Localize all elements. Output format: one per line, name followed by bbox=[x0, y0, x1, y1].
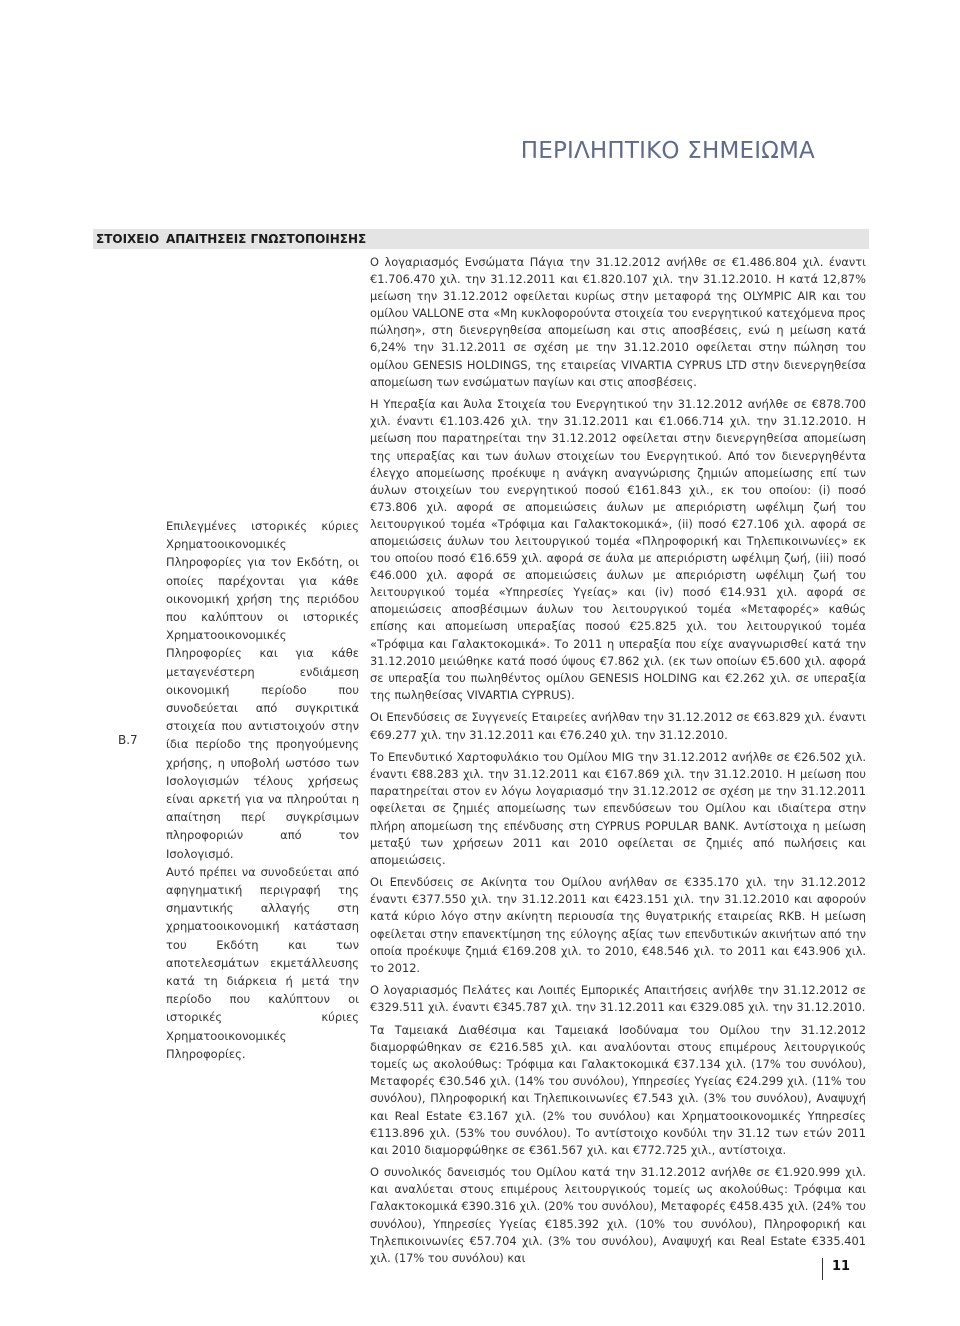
body-paragraph: Ο συνολικός δανεισμός του Ομίλου κατά την 31.12.2012 ανήλθε σε €1.920.999 χιλ. και αναλύεται στους επιμέρους λειτουργικούς τομείς ως ακολούθως: Τρόφιμα και Γαλακτοκομικά €390.316 χιλ. (20% του συνόλου), Μεταφορές €458.435 χιλ. (24% του συνόλου), Υπηρεσίες Υγείας €185.392 χιλ. (10% του συνόλου), Πληροφορική και Τηλεπικοινωνίες €57.704 χιλ. (3% του συνόλου), Αναψυχή και Real Estate €335.401 χιλ. (17% του συνόλου) και bbox=[370, 1165, 866, 1265]
requirement-paragraph: Επιλεγμένες ιστορικές κύριες Χρηματοοικονομικές Πληροφορίες για τον Εκδότη, οι οποίες παρέχονται για κάθε οικονομική χρήση της περιόδου που καλύπτουν οι ιστορικές Χρηματοοικονομικές Πληροφορίες και για κάθε μεταγενέστερη ενδιάμεση οικονομική περίοδο που συνοδεύεται από συγκριτικά στοιχεία που αντιστοιχούν στην ίδια περίοδο της προηγούμενης χρήσης, η υποβολή ωστόσο των Ισολογισμών τέλους χρήσεως είναι αρκετή για να πληρούται η απαίτηση περί συγκρίσιμων πληροφοριών από τον Ισολογισμό. bbox=[166, 519, 359, 861]
column-header-requirements: ΑΠΑΙΤΗΣΕΙΣ ΓΝΩΣΤΟΠΟΙΗΣΗΣ bbox=[166, 232, 367, 246]
body-paragraph: Οι Επενδύσεις σε Συγγενείς Εταιρείες ανήλθαν την 31.12.2012 σε €63.829 χιλ. έναντι €69.277 χιλ. την 31.12.2011 και €76.240 χιλ. την 31.12.2010. bbox=[370, 710, 866, 742]
body-paragraph: Ο λογαριασμός Πελάτες και Λοιπές Εμπορικές Απαιτήσεις ανήλθε την 31.12.2012 σε €329.511 χιλ. έναντι €345.787 χιλ. την 31.12.2011 και €329.085 χιλ. την 31.12.2010. bbox=[370, 983, 866, 1015]
requirement-text bbox=[166, 517, 359, 1063]
body-paragraph: Η Υπεραξία και Άυλα Στοιχεία του Ενεργητικού την 31.12.2012 ανήλθε σε €878.700 χιλ. έναντι €1.103.426 χιλ. την 31.12.2011 και €1.066.714 χιλ. την 31.12.2010. Η μείωση που παρατηρείται την 31.12.2012 οφείλεται στην διενεργηθείσα απομείωση της υπεραξίας και των άυλων στοιχείων του Ενεργητικού. Από τον διενεργηθέντα έλεγχο απομείωσης προέκυψε η ανάγκη αναγνώρισης ζημιών απομείωσης επί των άυλων στοιχείων του ενεργητικού ποσού €161.843 χιλ., εκ του οποίου: (i) ποσό €73.806 χιλ. αφορά σε απομειώσεις άυλων με απεριόριστη ωφέλιμη ζωή του λειτουργικού τομέα «Τρόφιμα και Γαλακτοκομικά», (ii) ποσό €27.106 χιλ. αφορά σε απομειώσεις άυλων του λειτουργικού τομέα «Πληροφορική και Τηλεπικοινωνίες» εκ του οποίου ποσό €16.659 χιλ. αφορά σε άυλα με απεριόριστη ωφέλιμη ζωή, (iii) ποσό €46.000 χιλ. αφορά σε απομειώσεις άυλων με απεριόριστη ωφέλιμη ζωή του λειτουργικού τομέα «Υπηρεσίες Υγείας» και (iv) ποσό €14.931 χιλ. αφορά σε απομειώσεις αποσβέσιμων άυλων του λειτουργικού τομέα «Μεταφορές» καθώς επίσης και απομείωση υπεραξίας ποσού €25.825 χιλ. του λειτουργικού τομέα «Τρόφιμα και Γαλακτοκομικά». Το 2011 η υπεραξία που είχε αναγνωρισθεί κατά την 31.12.2010 μειώθηκε κατά ποσό ύψους €7.862 χιλ. (εκ των οποίων €5.600 χιλ. αφορά σε υπεραξία του πωληθέντος ομίλου GENESIS HOLDING και €2.262 χιλ. σε υπεραξία της πωληθείσας VIVARTIA CYPRUS). bbox=[370, 397, 866, 702]
page-number: 11 bbox=[832, 1259, 851, 1274]
body-paragraph: Το Επενδυτικό Χαρτοφυλάκιο του Ομίλου MIG την 31.12.2012 ανήλθε σε €26.502 χιλ. έναντι €88.283 χιλ. την 31.12.2011 και €167.869 χιλ. την 31.12.2010. Η μείωση που παρατηρείται στον εν λόγω λογαριασμό την 31.12.2012 σε σχέση με την 31.12.2011 οφείλεται σε ζημιές απομείωσης των επενδύσεων του Ομίλου και ιδιαίτερα στην πλήρη απομείωση της επένδυσης στη CYPRUS POPULAR BANK. Αντίστοιχα η μείωση μεταξύ των χρήσεων 2011 και 2010 οφείλεται σε ζημιές από πωλήσεις και απομειώσεις. bbox=[370, 750, 866, 867]
page-title: ΠΕΡΙΛΗΠΤΙΚΟ ΣΗΜΕΙΩΜΑ bbox=[520, 138, 815, 164]
column-header-item: ΣΤΟΙΧΕΙΟ bbox=[96, 232, 160, 246]
body-paragraph: Ο λογαριασμός Ενσώματα Πάγια την 31.12.2012 ανήλθε σε €1.486.804 χιλ. έναντι €1.706.470 χιλ. την 31.12.2011 και €1.820.107 χιλ. την 31.12.2010. Η κατά 12,87% μείωση την 31.12.2012 οφείλεται κυρίως στην μεταφορά της OLYMPIC AIR και του ομίλου VALLONE στα «Μη κυκλοφορούντα στοιχεία του ενεργητικού κατεχόμενα προς πώληση», στη διενεργηθείσα απομείωση και στις αποσβέσεις, ενώ η μείωση κατά 6,24% την 31.12.2011 σε σχέση με την 31.12.2010 οφείλεται στην πώληση του ομίλου GENESIS HOLDINGS, της εταιρείας VIVARTIA CYPRUS LTD στην διενεργηθείσα απομείωση των ενσώματων παγίων και στις αποσβέσεις. bbox=[370, 255, 866, 389]
page-number-divider bbox=[822, 1258, 823, 1280]
body-paragraph: Οι Επενδύσεις σε Ακίνητα του Ομίλου ανήλθαν σε €335.170 χιλ. την 31.12.2012 έναντι €377.550 χιλ. την 31.12.2011 και €423.151 χιλ. την 31.12.2010 και αφορούν κατά κύριο λόγο στην ακίνητη περιουσία της θυγατρικής εταιρείας RKB. Η μείωση οφείλεται στην επανεκτίμηση της εύλογης αξίας των επενδυτικών ακινήτων από την οποία προέκυψε ζημιά €169.208 χιλ. το 2010, €48.546 χιλ. το 2011 και €43.906 χιλ. το 2012. bbox=[370, 875, 866, 975]
body-paragraph: Τα Ταμειακά Διαθέσιμα και Ταμειακά Ισοδύναμα του Ομίλου την 31.12.2012 διαμορφώθηκαν σε €216.585 χιλ. και αναλύονται στους επιμέρους λειτουργικούς τομείς ως ακολούθως: Τρόφιμα και Γαλακτοκομικά €37.134 χιλ. (17% του συνόλου), Μεταφορές €30.546 χιλ. (14% του συνόλου), Υπηρεσίες Υγείας €24.299 χιλ. (11% του συνόλου), Πληροφορική και Τηλεπικοινωνίες €7.543 χιλ. (3% του συνόλου), Αναψυχή και Real Estate €3.167 χιλ. (2% του συνόλου) και Χρηματοοικονομικές Υπηρεσίες €113.896 χιλ. (53% του συνόλου). Το αντίστοιχο κονδύλι την 31.12 των ετών 2011 και 2010 διαμορφώθηκε σε €361.567 χιλ. και €772.725 χιλ., αντίστοιχα. bbox=[370, 1023, 866, 1157]
disclosure-body bbox=[370, 254, 866, 1272]
item-code: Β.7 bbox=[118, 733, 138, 747]
requirement-paragraph: Αυτό πρέπει να συνοδεύεται από αφηγηματική περιγραφή της σημαντικής αλλαγής στη χρηματοοικονομική κατάσταση του Εκδότη και των αποτελεσμάτων εκμετάλλευσης κατά τη διάρκεια ή μετά την περίοδο που καλύπτουν οι ιστορικές κύριες Χρηματοοικονομικές Πληροφορίες. bbox=[166, 864, 359, 1061]
